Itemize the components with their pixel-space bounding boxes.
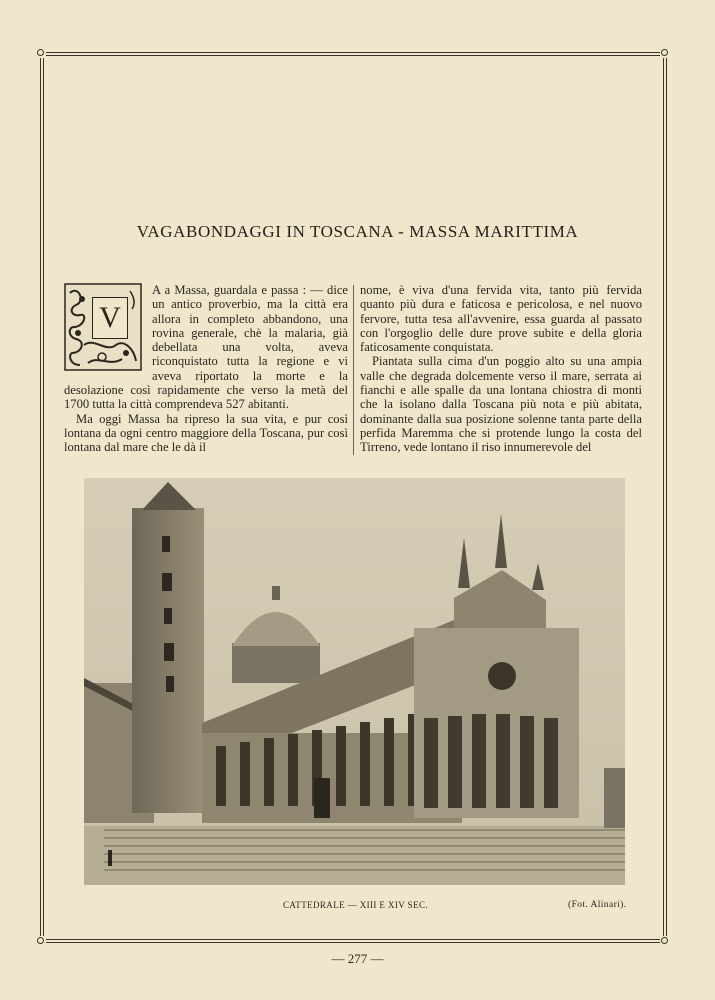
photo-credit: (Fot. Alinari). [568, 900, 627, 910]
text-column-left [64, 283, 348, 455]
cathedral-illustration [84, 478, 625, 885]
frame-right-rule-inner [666, 58, 667, 936]
frame-corner-ornament [37, 937, 44, 944]
paragraph: Piantata sulla cima d'un poggio alto su una ampia valle che degrada dolcemente verso il mare, serrata ai fianchi e alle spalle da una lontana chiostra di monti che la isolano dalla Toscana più nota e più abitata, dominante dalla sua posizione solenne tanta parte della perfida Maremma che si protende lungo la costa del Tirreno, vede lontano il riso innumerevole del [360, 354, 642, 455]
frame-corner-ornament [661, 937, 668, 944]
text-column-right [360, 283, 642, 455]
frame-right-rule [663, 58, 664, 936]
photo-caption: CATTEDRALE — XIII E XIV SEC. [283, 900, 429, 910]
frame-bottom-rule [46, 939, 660, 940]
paragraph: nome, è viva d'una fervida vita, tanto più fervida quanto più dura e faticosa e pericolosa, e nel nuovo fervore, tutta tesa all'avvenire, essa guarda al passato con l'orgoglio delle dure prove subite e della gloria faticosamente conquistata. [360, 283, 642, 355]
drop-cap-letter: V [92, 297, 128, 339]
frame-bottom-rule-inner [46, 942, 660, 943]
frame-top-rule [46, 52, 660, 53]
ornamental-drop-cap [64, 283, 142, 371]
frame-left-rule [40, 58, 41, 936]
column-divider [353, 285, 354, 455]
frame-top-rule-inner [46, 55, 660, 56]
cathedral-photograph [84, 478, 625, 885]
frame-left-rule-inner [43, 58, 44, 936]
article-title: VAGABONDAGGI IN TOSCANA - MASSA MARITTIMA [136, 222, 579, 241]
frame-corner-ornament [37, 49, 44, 56]
paragraph: A a Massa, guardala e passa : — dice un antico proverbio, ma la città era allora in completo abbandono, una rovina generale, chè la malaria, già debellata una volta, aveva riconquistato tutta la regione e vi aveva riportato la morte e la desolazione così rapidamente che verso la metà del 1700 tutta la città comprendeva 527 abitanti. [64, 283, 348, 412]
page-number: — 277 — [331, 951, 384, 966]
paragraph: Ma oggi Massa ha ripreso la sua vita, e pur così lontana da ogni centro maggiore della Toscana, pur così lontana dal mare che le dà il [64, 411, 348, 455]
frame-corner-ornament [661, 49, 668, 56]
